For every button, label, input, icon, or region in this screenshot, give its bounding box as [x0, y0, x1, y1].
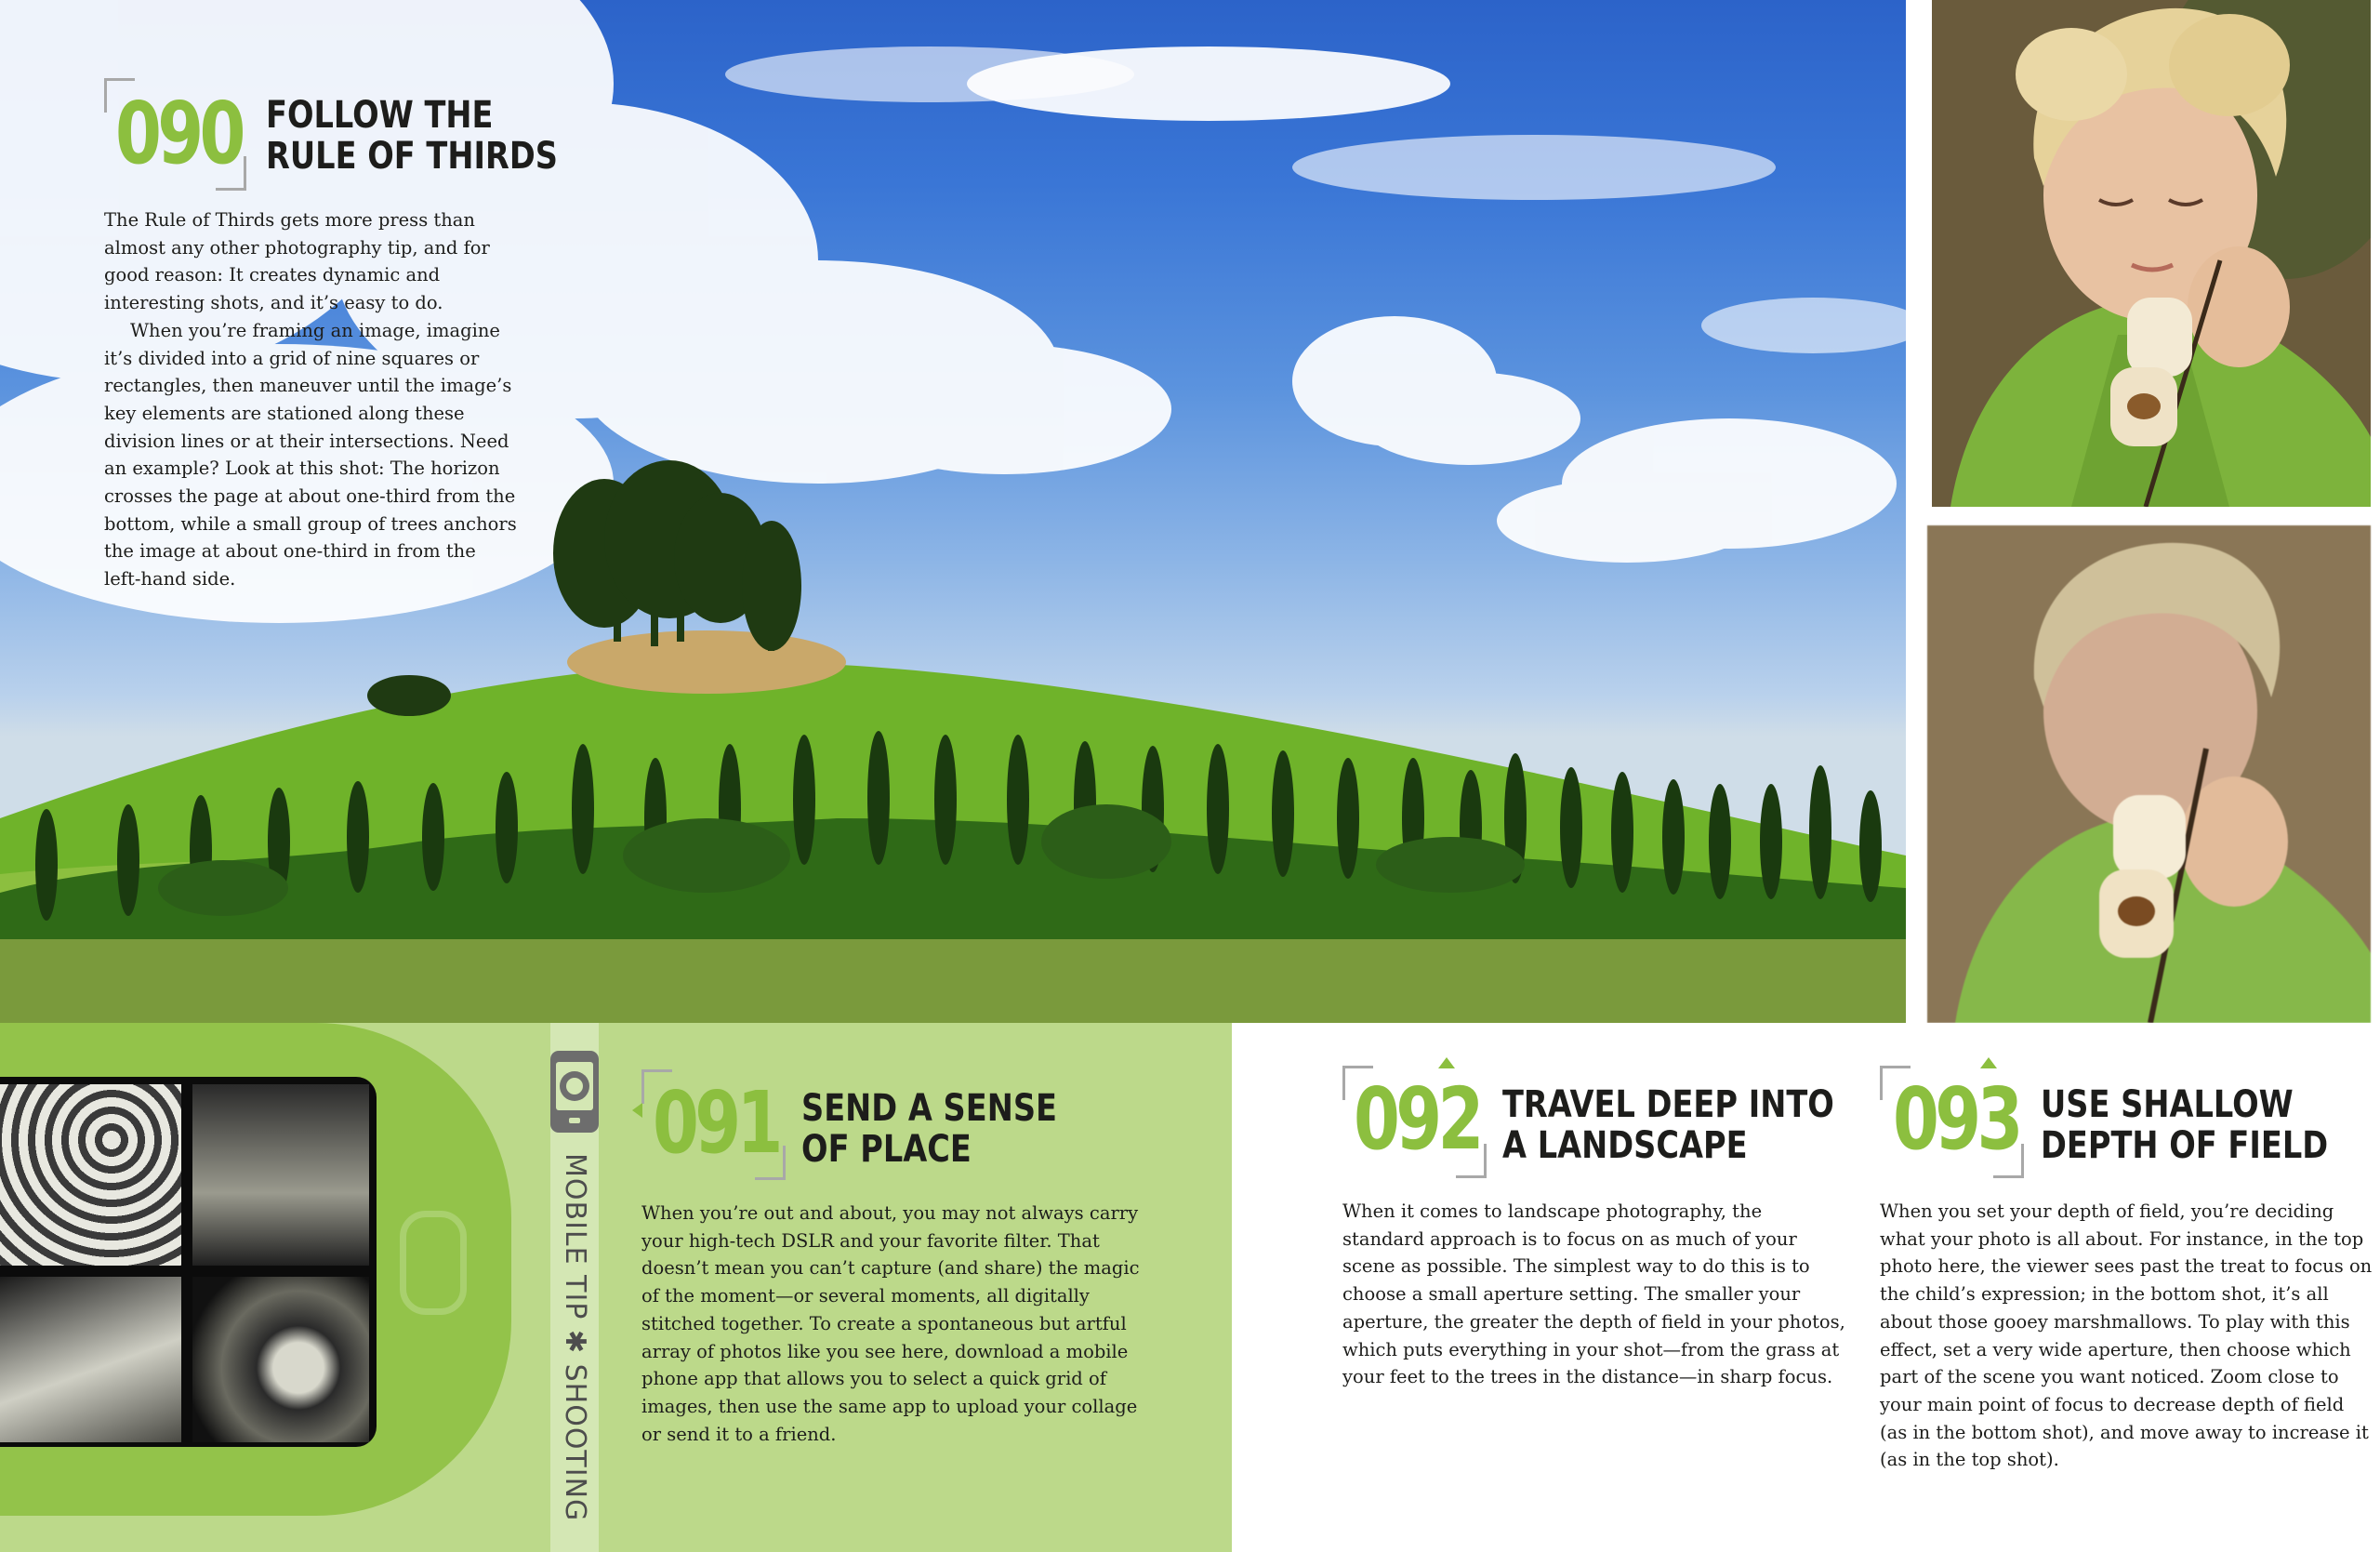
mobile-tip-label: MOBILE TIP ✱ SHOOTING — [559, 1153, 591, 1522]
tip-number: 091 — [653, 1073, 779, 1173]
collage-photo-corridor — [192, 1084, 369, 1266]
boy-illustration-bottom — [1927, 525, 2371, 1023]
tip-number: 090 — [115, 84, 242, 183]
tip-paragraph: When it comes to landscape photography, the standard approach is to focus on as much of your scene as possible. The simplest way to do this is to choose a small aperture setting. The smaller your aperture, the greater the depth of field in your photos, which puts everything in your shot—from the grass at your feet to the trees in the distance—in sharp focus. — [1342, 1200, 1845, 1388]
tip-number: 093 — [1893, 1069, 2019, 1169]
tip-title-line1: FOLLOW THE — [266, 94, 494, 137]
boy-illustration-top — [1932, 0, 2371, 507]
phone-home-button — [400, 1211, 467, 1315]
tip-title-line2: OF PLACE — [801, 1128, 972, 1171]
pointer-triangle — [632, 1103, 642, 1118]
collage-photo-figure — [0, 1277, 181, 1442]
tip-body — [1880, 1198, 2373, 1474]
tip-title-line2: A LANDSCAPE — [1502, 1124, 1748, 1167]
pointer-triangle — [1980, 1057, 1997, 1068]
tip-title-line1: SEND A SENSE — [801, 1087, 1057, 1130]
collage-photo-staircase — [192, 1277, 369, 1442]
collage-photo-dome — [0, 1084, 181, 1266]
tip-body — [1342, 1198, 1849, 1391]
boy-photo-bottom — [1927, 525, 2371, 1023]
tip-title — [2041, 1084, 2328, 1166]
tip-title-line1: USE SHALLOW — [2041, 1083, 2294, 1126]
tip-paragraph: When you’re out and about, you may not always carry your high-tech DSLR and your favorite filter. That doesn’t mean you can’t capture (and share) the magic of the moment—or several moments, all digitally stitched together. To create a spontaneous but artful array of photos like you see here, download a mobile phone app that allows you to select a quick grid of images, then use the same app to upload your collage or send it to a friend. — [641, 1202, 1140, 1445]
phone-icon — [549, 1049, 601, 1134]
tip-paragraph: The Rule of Thirds gets more press than almost any other photography tip, and for good reason: It creates dynamic and interesting shots, and it’s easy to do. — [104, 209, 490, 314]
photo-collage — [0, 1077, 377, 1447]
tip-title-line2: RULE OF THIRDS — [266, 135, 558, 178]
tip-title-line2: DEPTH OF FIELD — [2041, 1124, 2329, 1167]
tip-title-line1: TRAVEL DEEP INTO — [1502, 1083, 1834, 1126]
tip-title — [266, 95, 558, 177]
tip-body — [641, 1200, 1144, 1448]
tip-title — [1502, 1084, 1834, 1166]
tip-title — [801, 1088, 1057, 1170]
tip-body — [104, 206, 518, 593]
tip-number: 092 — [1354, 1069, 1480, 1169]
tip-paragraph: When you set your depth of field, you’re deciding what your photo is all about. For instance, in the top photo here, the viewer sees past the treat to focus on the child’s expression; in the bottom shot, it’s all about those gooey marshmallows. To play with this effect, set a very wide aperture, then choose which part of the scene you want noticed. Zoom close to your main point of focus to decrease depth of field (as in the bottom shot), and move away to increase it (as in the top shot). — [1880, 1200, 2373, 1471]
boy-photo-top — [1932, 0, 2371, 507]
pointer-triangle — [1438, 1057, 1455, 1068]
tip-paragraph: When you’re framing an image, imagine it’s divided into a grid of nine squares or rectangles, then maneuver until the image’s key elements are stationed along these division lines or at their intersections. Need an example? Look at this shot: The horizon crosses the page at about one-third from the bottom, while a small group of trees anchors the image at about one-third in from the left-hand side. — [104, 319, 517, 590]
